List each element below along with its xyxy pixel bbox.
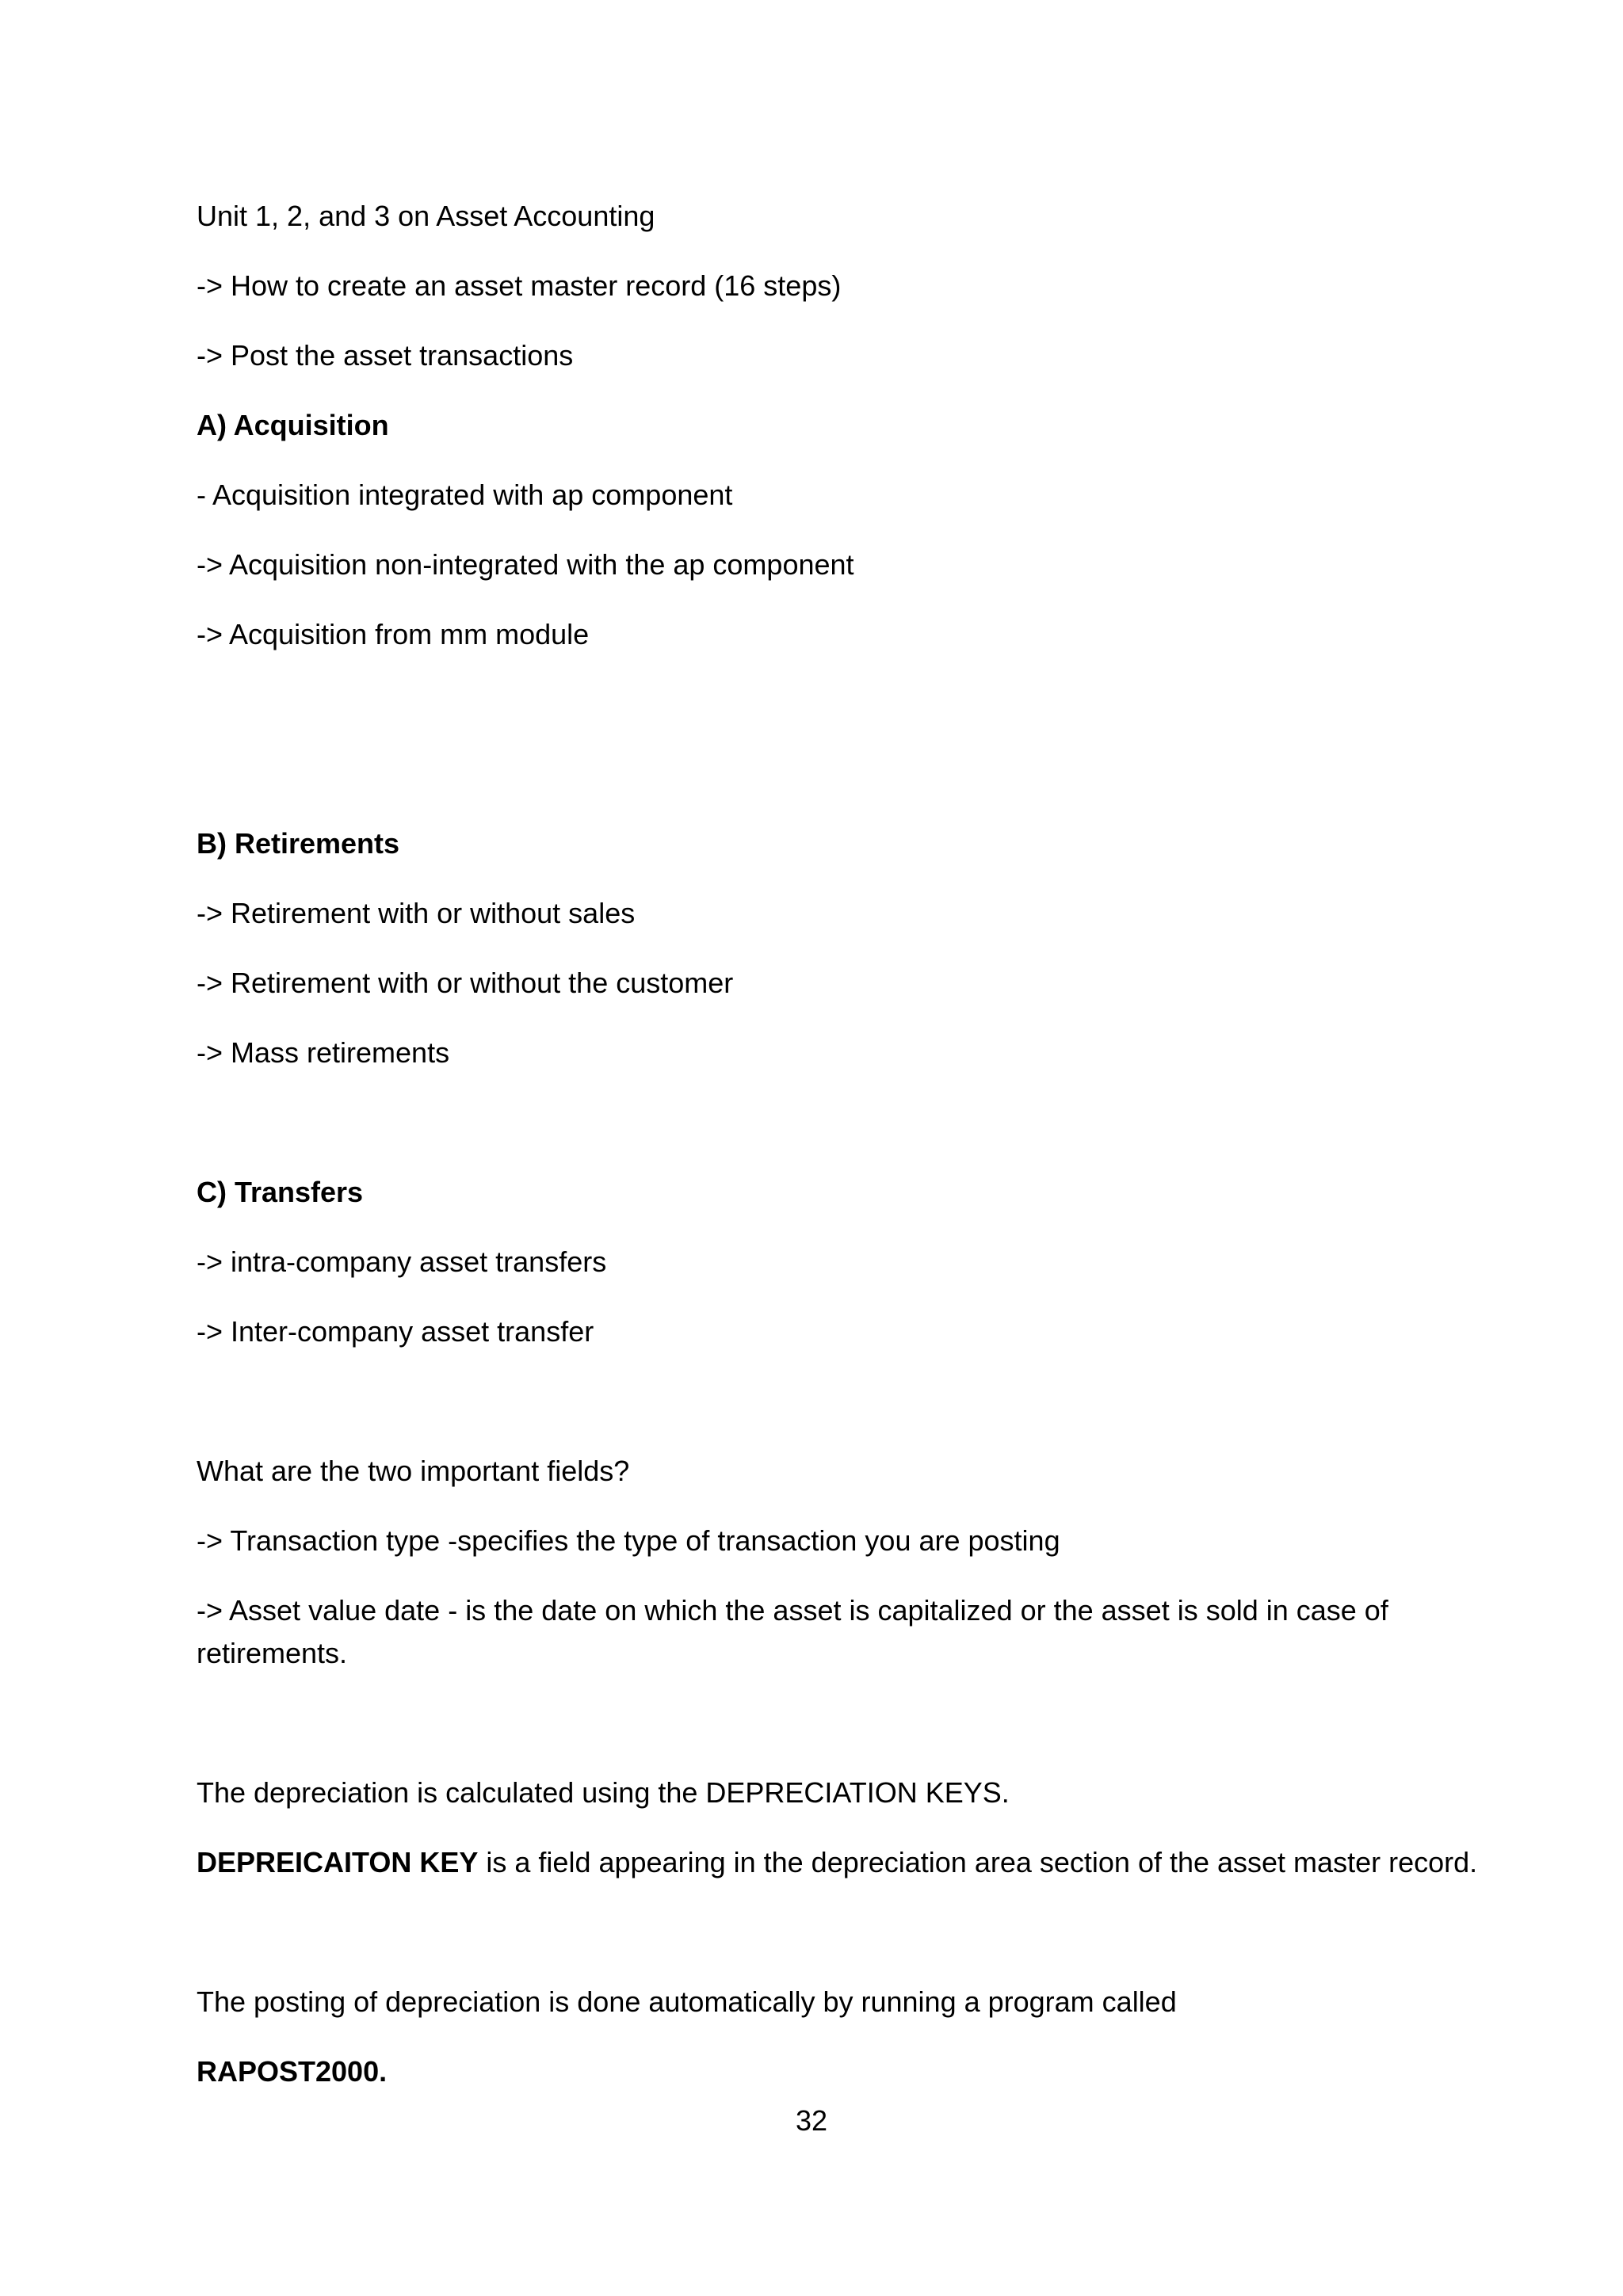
section-b-item: -> Retirement with or without the customer — [197, 967, 734, 999]
fields-item-transaction-type: -> Transaction type -specifies the type of transaction you are posting — [197, 1524, 1060, 1557]
fields-question: What are the two important fields? — [197, 1455, 630, 1487]
section-a-item: -> Acquisition from mm module — [197, 618, 590, 650]
section-c-item: -> intra-company asset transfers — [197, 1245, 607, 1278]
depreciation-keys-sentence: The depreciation is calculated using the DEPRECIATION KEYS. — [197, 1776, 1010, 1809]
section-c-heading: C) Transfers — [197, 1176, 364, 1208]
intro-title: Unit 1, 2, and 3 on Asset Accounting — [197, 200, 655, 232]
program-name: RAPOST2000. — [197, 2055, 388, 2088]
depreciation-key-definition-text: is a field appearing in the depreciation area section of the asset master record. — [478, 1846, 1478, 1878]
page-number: 32 — [795, 2104, 828, 2137]
section-b-item: -> Retirement with or without sales — [197, 897, 636, 929]
section-c-item: -> Inter-company asset transfer — [197, 1315, 594, 1348]
depreciation-posting-sentence: The posting of depreciation is done automatically by running a program called — [197, 1985, 1177, 2018]
section-a-heading: A) Acquisition — [197, 409, 389, 441]
fields-item-asset-value-date: -> Asset value date - is the date on which the asset is capitalized or the asset is sold in case of retirements. — [197, 1594, 1388, 1669]
depreciation-key-term: DEPREICAITON KEY — [197, 1846, 479, 1878]
section-b-item: -> Mass retirements — [197, 1036, 450, 1069]
depreciation-key-definition — [197, 1841, 1478, 1884]
section-a-item: -> Acquisition non-integrated with the ap component — [197, 548, 854, 581]
intro-item-create-master-record: -> How to create an asset master record (16 steps) — [197, 269, 842, 302]
section-b-heading: B) Retirements — [197, 827, 400, 860]
intro-item-post-transactions: -> Post the asset transactions — [197, 339, 574, 372]
section-a-item: - Acquisition integrated with ap component — [197, 479, 733, 511]
